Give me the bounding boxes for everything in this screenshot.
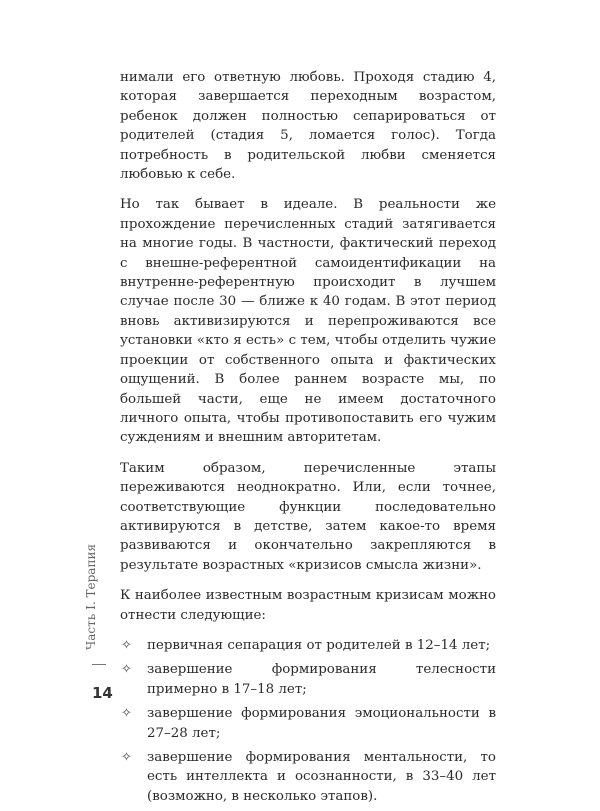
diamond-star-icon: ✧ <box>121 637 132 653</box>
list-item <box>120 748 496 806</box>
diamond-star-icon: ✧ <box>121 706 132 722</box>
list-item-text: завершение формирования эмоциональности в 27–28 лет; <box>147 706 496 741</box>
paragraph-3: Таким образом, перечисленные этапы переживаются неоднократно. Или, если точнее, соответствующие функции последовательно активируются в детстве, затем какое-то время развиваются и окончательно закрепляются в результате возрастных «кризисов смысла жизни». <box>120 460 496 573</box>
list-item <box>120 704 496 743</box>
diamond-star-icon: ✧ <box>121 662 132 678</box>
paragraph-2: Но так бывает в идеале. В реальности же прохождение перечисленных стадий затягивается на многие годы. В частности, фактический переход с внешне-референтной самоидентификации на внутренне-референтную происходит в лучшем случае после 30 — ближе к 40 годам. В этот период вновь активизируются и перепроживаются все установки «кто я есть» с тем, чтобы отделить чужие проекции от собственного опыта и фактических ощущений. В более раннем возрасте мы, по большей части, еще не имеем достаточного личного опыта, чтобы противопоставить его чужим суждениям и внешним авторитетам. <box>120 197 496 446</box>
list-item <box>120 660 496 699</box>
paragraph-1: нимали его ответную любовь. Проходя стадию 4, которая завершается переходным возрастом, ребенок должен полностью сепарироваться от родителей (стадия 5, ломается голос). Тогда потребность в родительской любви сменяется любовью к себе. <box>120 70 496 183</box>
diamond-star-icon: ✧ <box>121 750 132 765</box>
side-divider <box>92 664 106 665</box>
paragraph-4: К наиболее известным возрастным кризисам можно отнести следующие: <box>120 588 496 623</box>
page-body <box>120 68 496 811</box>
crisis-list <box>120 636 496 806</box>
list-item <box>120 636 496 655</box>
list-item-text: завершение формирования телесности примерно в 17–18 лет; <box>147 662 496 697</box>
page-number: 14 <box>92 684 113 702</box>
list-item-text: завершение формирования ментальности, то есть интеллекта и осознанности, в 33–40 лет (возможно, в несколько этапов). <box>147 750 496 804</box>
list-item-text: первичная сепарация от родителей в 12–14 лет; <box>147 637 491 653</box>
section-side-label: Часть I. Терапия <box>84 543 98 650</box>
